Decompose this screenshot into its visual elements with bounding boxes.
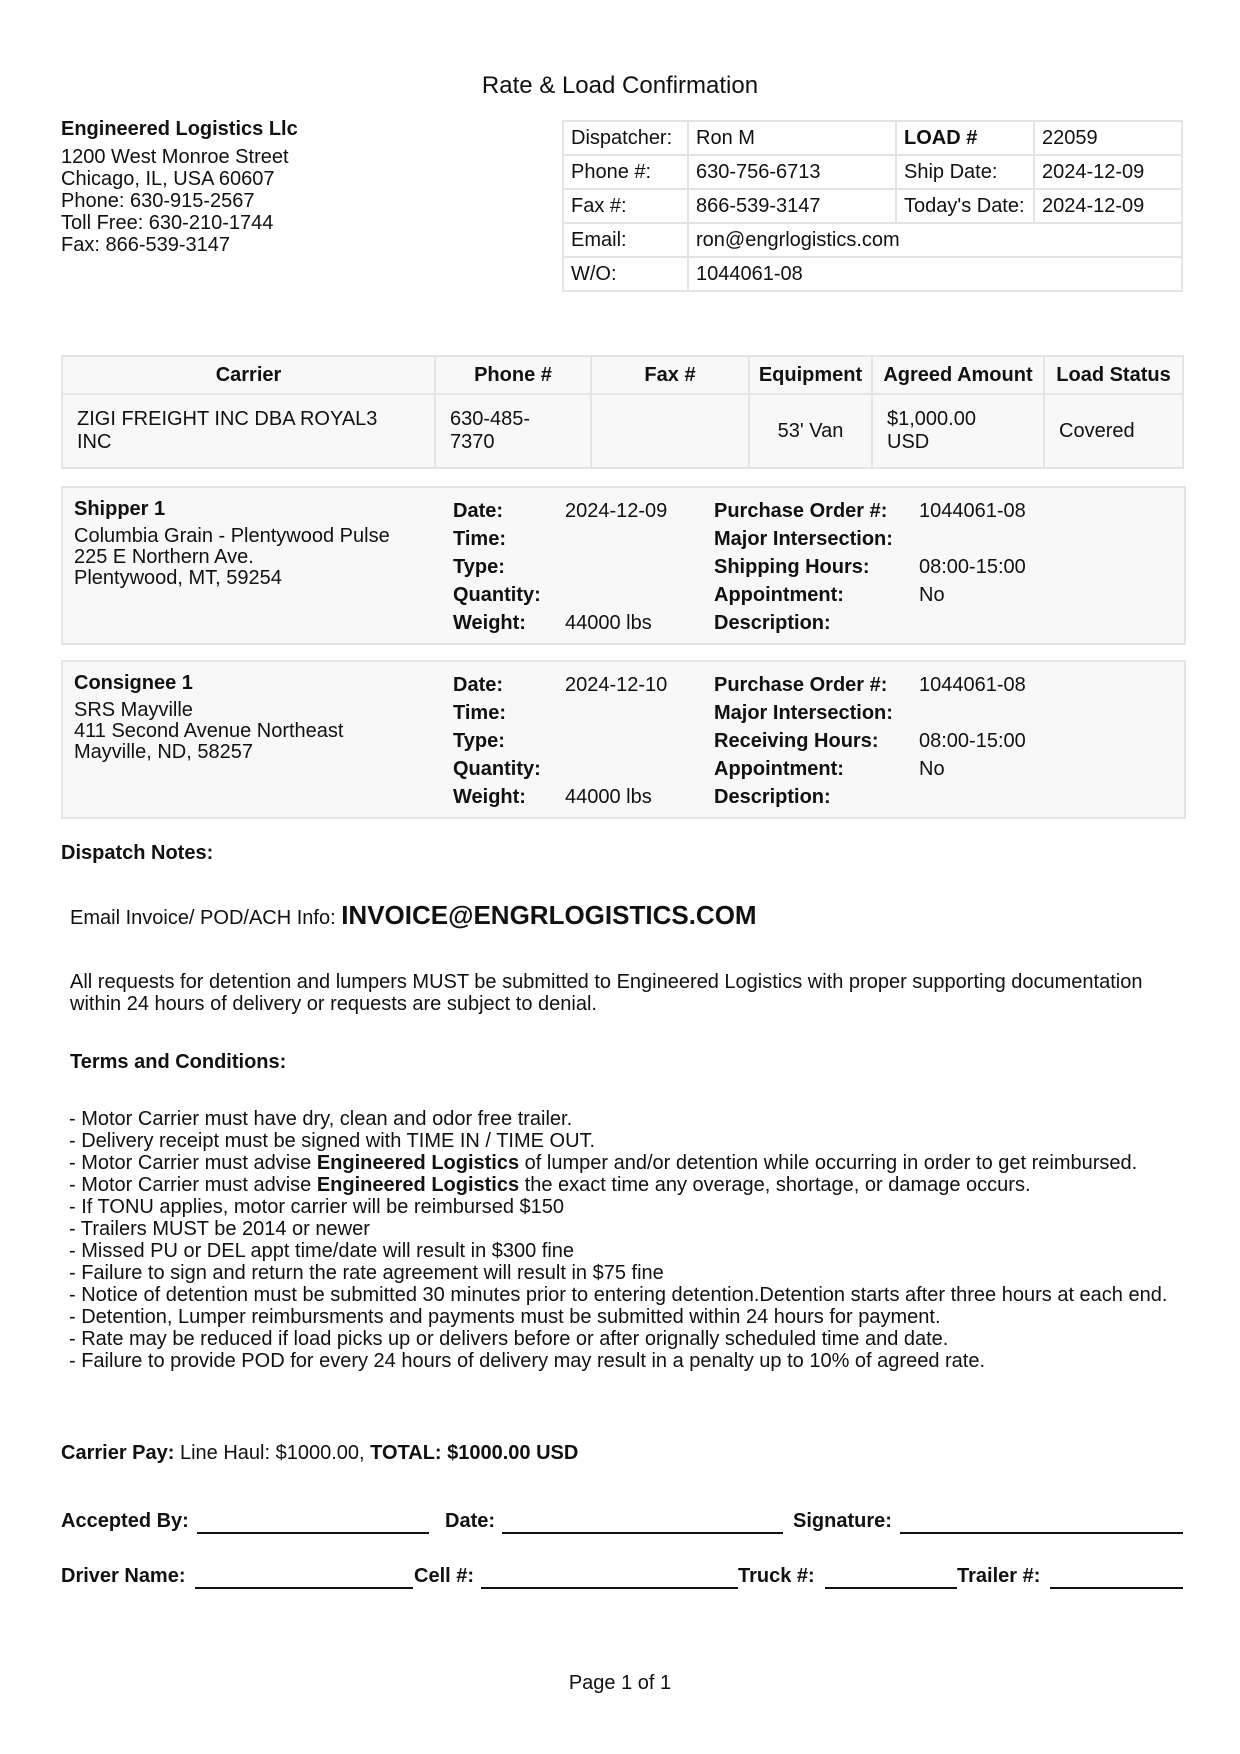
company-address-city: Chicago, IL, USA 60607 <box>61 168 275 190</box>
consignee-po-value: 1044061-08 <box>919 674 1026 696</box>
invoice-email-line <box>70 900 757 931</box>
carrier-phone-line: 630-485- <box>450 408 531 430</box>
invoice-email-prefix: Email Invoice/ POD/ACH Info: <box>70 907 342 929</box>
info-row <box>563 155 1182 189</box>
term-item <box>69 1152 1182 1174</box>
shipper-type-label: Type: <box>453 556 505 578</box>
consignee-hours-value: 08:00-15:00 <box>919 730 1026 752</box>
term-item <box>69 1174 1182 1196</box>
shipper-po-label: Purchase Order #: <box>714 500 888 522</box>
column-header-load-status: Load Status <box>1044 356 1183 394</box>
trailer-field[interactable] <box>1050 1587 1183 1589</box>
term-company-name: Engineered Logistics <box>316 1152 520 1174</box>
column-header-agreed-amount: Agreed Amount <box>872 356 1044 394</box>
equipment-cell: 53' Van <box>749 394 872 468</box>
cell-field[interactable] <box>481 1587 738 1589</box>
column-header-fax: Fax # <box>591 356 749 394</box>
company-fax: Fax: 866-539-3147 <box>61 234 231 256</box>
consignee-street: 411 Second Avenue Northeast <box>74 720 344 742</box>
consignee-heading: Consignee 1 <box>74 672 193 694</box>
load-number-label: LOAD # <box>896 121 1034 155</box>
shipper-weight-label: Weight: <box>453 612 526 634</box>
shipper-street: 225 E Northern Ave. <box>74 546 254 568</box>
consignee-description-label: Description: <box>714 786 831 808</box>
term-item: - Trailers MUST be 2014 or newer <box>69 1218 370 1240</box>
table-row <box>62 394 1183 468</box>
carrier-name-cell <box>62 394 435 468</box>
shipper-po-value: 1044061-08 <box>919 500 1026 522</box>
shipper-hours-label: Shipping Hours: <box>714 556 870 578</box>
shipper-city: Plentywood, MT, 59254 <box>74 567 282 589</box>
shipper-name: Columbia Grain - Plentywood Pulse <box>74 525 390 547</box>
work-order-value: 1044061-08 <box>688 257 1182 291</box>
consignee-city: Mayville, ND, 58257 <box>74 741 253 763</box>
term-item: - Delivery receipt must be signed with TIME IN / TIME OUT. <box>69 1130 596 1152</box>
consignee-type-label: Type: <box>453 730 505 752</box>
total-amount: TOTAL: $1000.00 USD <box>370 1442 579 1464</box>
consignee-address-block <box>74 672 444 763</box>
term-item: - Notice of detention must be submitted 30 minutes prior to entering detention.Detention starts after three hours at each end. <box>69 1284 1168 1306</box>
line-haul-amount: Line Haul: $1000.00, <box>174 1442 371 1464</box>
company-toll-free: Toll Free: 630-210-1744 <box>61 212 274 234</box>
company-phone: Phone: 630-915-2567 <box>61 190 255 212</box>
carrier-pay-label: Carrier Pay: <box>61 1442 175 1464</box>
accepted-by-label: Accepted By: <box>61 1510 189 1532</box>
consignee-intersection-label: Major Intersection: <box>714 702 893 724</box>
info-row <box>563 223 1182 257</box>
carrier-phone-line: 7370 <box>450 431 495 453</box>
carrier-phone-cell <box>435 394 591 468</box>
load-number-value: 22059 <box>1034 121 1182 155</box>
term-item: - Missed PU or DEL appt time/date will result in $300 fine <box>69 1240 575 1262</box>
term-item: - Failure to provide POD for every 24 hours of delivery may result in a penalty up to 10% of agreed rate. <box>69 1350 986 1372</box>
accept-date-field[interactable] <box>502 1532 783 1534</box>
carrier-table-header <box>62 356 1183 394</box>
info-row <box>563 189 1182 223</box>
shipper-date-label: Date: <box>453 500 504 522</box>
driver-name-field[interactable] <box>195 1587 413 1589</box>
document-title: Rate & Load Confirmation <box>481 72 759 99</box>
shipper-appointment-label: Appointment: <box>714 584 844 606</box>
fax-value: 866-539-3147 <box>688 189 896 223</box>
term-item: - Detention, Lumper reimbursments and payments must be submitted within 24 hours for payment. <box>69 1306 941 1328</box>
consignee-name: SRS Mayville <box>74 699 193 721</box>
dispatch-notes-heading: Dispatch Notes: <box>61 842 214 864</box>
shipper-time-label: Time: <box>453 528 506 550</box>
email-label: Email: <box>563 223 688 257</box>
term-text: the exact time any overage, shortage, or damage occurs. <box>519 1174 1031 1196</box>
terms-list <box>69 1108 1182 1372</box>
todays-date-value: 2024-12-09 <box>1034 189 1182 223</box>
consignee-panel <box>61 660 1186 819</box>
shipper-appointment-value: No <box>919 584 945 606</box>
todays-date-label: Today's Date: <box>896 189 1034 223</box>
shipper-description-label: Description: <box>714 612 831 634</box>
term-item: - Failure to sign and return the rate agreement will result in $75 fine <box>69 1262 664 1284</box>
carrier-table <box>61 355 1184 469</box>
signature-field[interactable] <box>900 1532 1183 1534</box>
shipper-address-block <box>74 498 444 589</box>
consignee-date-value: 2024-12-10 <box>565 674 668 696</box>
shipper-quantity-label: Quantity: <box>453 584 541 606</box>
column-header-carrier: Carrier <box>62 356 435 394</box>
phone-value: 630-756-6713 <box>688 155 896 189</box>
page-number: Page 1 of 1 <box>568 1672 672 1694</box>
shipper-heading: Shipper 1 <box>74 498 166 520</box>
consignee-weight-value: 44000 lbs <box>565 786 652 808</box>
shipper-hours-value: 08:00-15:00 <box>919 556 1026 578</box>
dispatcher-value: Ron M <box>688 121 896 155</box>
truck-field[interactable] <box>825 1587 957 1589</box>
term-item: - Motor Carrier must have dry, clean and odor free trailer. <box>69 1108 573 1130</box>
company-block <box>61 118 501 256</box>
carrier-name-line: ZIGI FREIGHT INC DBA ROYAL3 <box>77 408 378 430</box>
dispatch-info-table <box>562 120 1183 292</box>
term-company-name: Engineered Logistics <box>316 1174 520 1196</box>
consignee-appointment-value: No <box>919 758 945 780</box>
carrier-fax-cell <box>591 394 749 468</box>
column-header-phone: Phone # <box>435 356 591 394</box>
consignee-time-label: Time: <box>453 702 506 724</box>
consignee-weight-label: Weight: <box>453 786 526 808</box>
term-text: - Motor Carrier must advise <box>69 1174 317 1196</box>
truck-label: Truck #: <box>738 1565 815 1587</box>
company-address-street: 1200 West Monroe Street <box>61 146 289 168</box>
carrier-name-line: INC <box>77 431 112 453</box>
trailer-label: Trailer #: <box>957 1565 1041 1587</box>
shipper-date-value: 2024-12-09 <box>565 500 668 522</box>
consignee-date-label: Date: <box>453 674 504 696</box>
shipper-intersection-label: Major Intersection: <box>714 528 893 550</box>
shipper-weight-value: 44000 lbs <box>565 612 652 634</box>
term-text: of lumper and/or detention while occurring in order to get reimbursed. <box>519 1152 1138 1174</box>
signature-label: Signature: <box>793 1510 892 1532</box>
fax-label: Fax #: <box>563 189 688 223</box>
term-item: - If TONU applies, motor carrier will be reimbursed $150 <box>69 1196 564 1218</box>
agreed-amount-line: USD <box>887 431 930 453</box>
consignee-quantity-label: Quantity: <box>453 758 541 780</box>
detention-notice: All requests for detention and lumpers MUST be submitted to Engineered Logistics with proper supporting documentation within 24 hours of delivery or requests are subject to denial. <box>70 971 1143 1015</box>
term-text: - Motor Carrier must advise <box>69 1152 317 1174</box>
shipper-panel <box>61 486 1186 645</box>
carrier-pay-line <box>61 1442 578 1465</box>
load-status-cell: Covered <box>1044 394 1183 468</box>
cell-label: Cell #: <box>414 1565 475 1587</box>
ship-date-label: Ship Date: <box>896 155 1034 189</box>
invoice-email-address[interactable]: INVOICE@ENGRLOGISTICS.COM <box>341 900 757 930</box>
work-order-label: W/O: <box>563 257 688 291</box>
company-name: Engineered Logistics Llc <box>61 118 298 140</box>
consignee-po-label: Purchase Order #: <box>714 674 888 696</box>
agreed-amount-line: $1,000.00 <box>887 408 976 430</box>
consignee-hours-label: Receiving Hours: <box>714 730 879 752</box>
accepted-by-field[interactable] <box>197 1532 429 1534</box>
column-header-equipment: Equipment <box>749 356 872 394</box>
email-value[interactable]: ron@engrlogistics.com <box>688 223 1182 257</box>
ship-date-value: 2024-12-09 <box>1034 155 1182 189</box>
term-item: - Rate may be reduced if load picks up or delivers before or after orignally scheduled time and date. <box>69 1328 949 1350</box>
info-row <box>563 121 1182 155</box>
phone-label: Phone #: <box>563 155 688 189</box>
accept-date-label: Date: <box>445 1510 496 1532</box>
info-row <box>563 257 1182 291</box>
terms-heading: Terms and Conditions: <box>70 1051 287 1073</box>
consignee-appointment-label: Appointment: <box>714 758 844 780</box>
driver-name-label: Driver Name: <box>61 1565 186 1587</box>
dispatcher-label: Dispatcher: <box>563 121 688 155</box>
agreed-amount-cell <box>872 394 1044 468</box>
